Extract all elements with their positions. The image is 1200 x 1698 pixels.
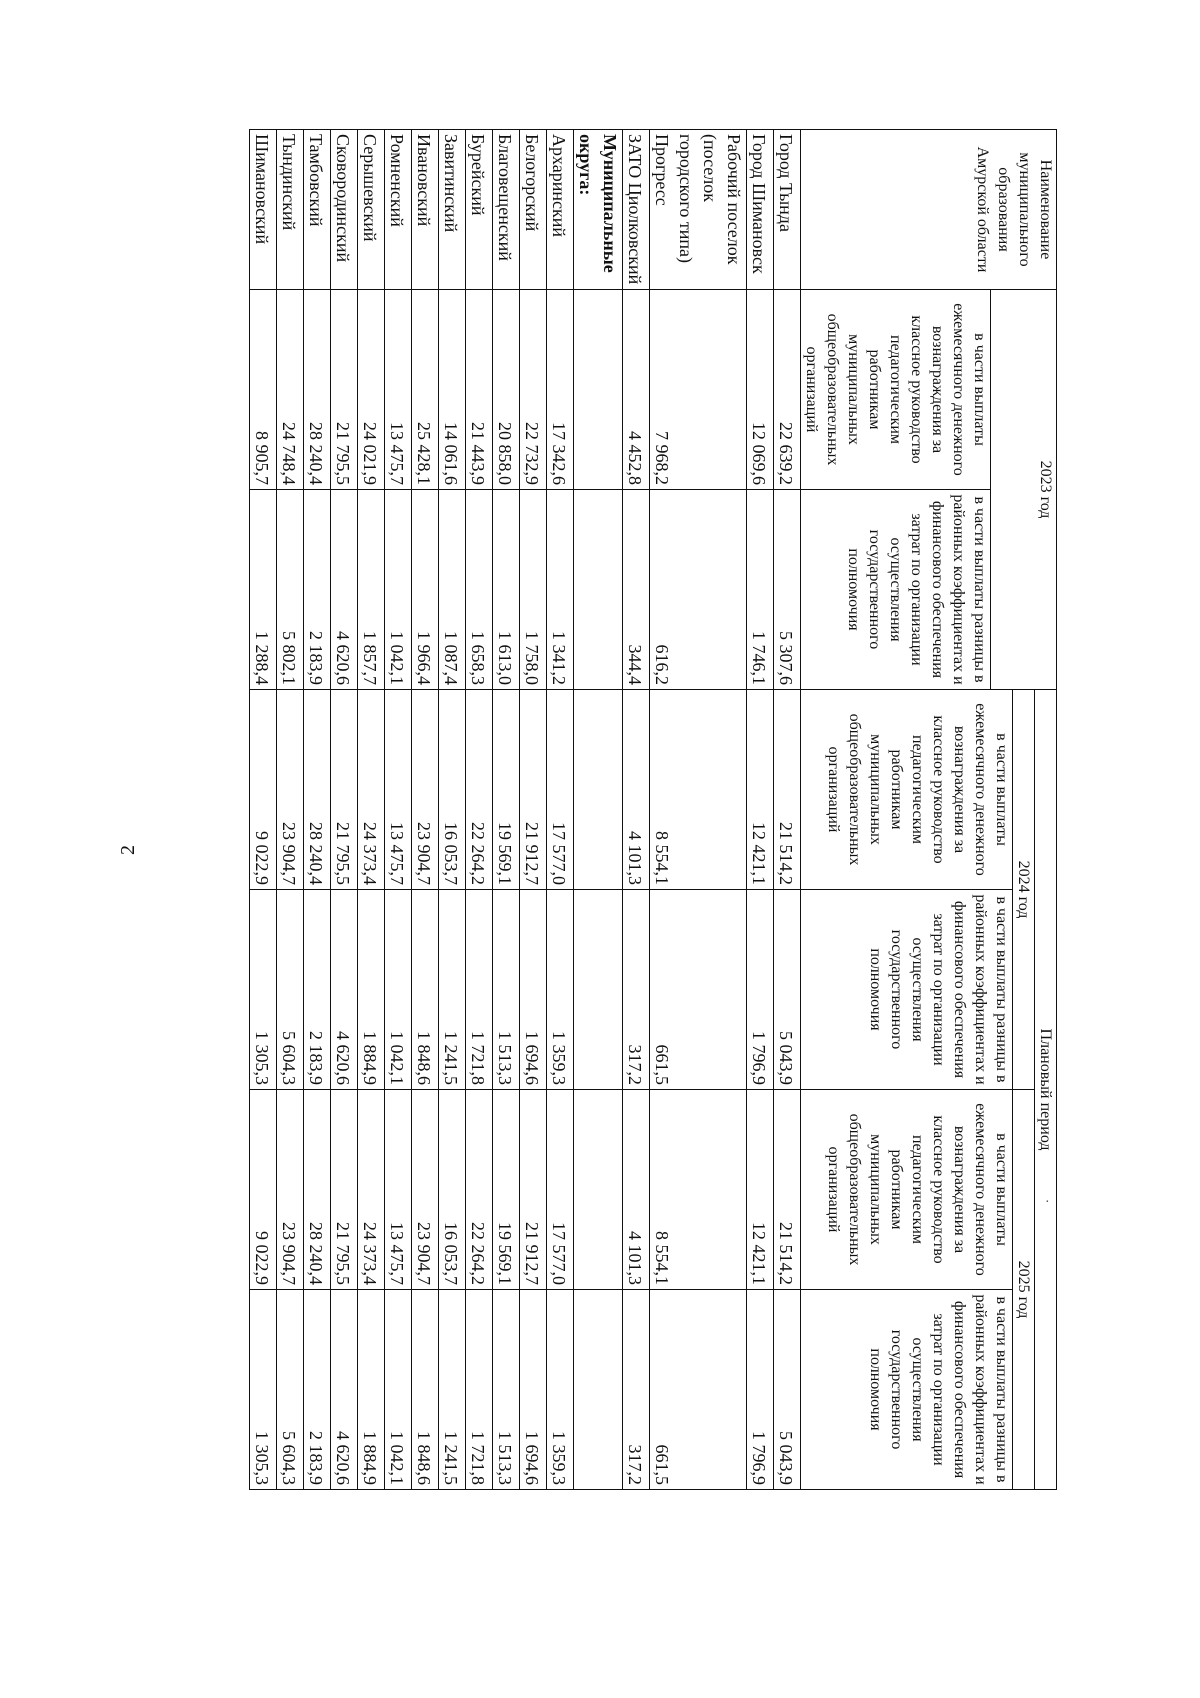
row-name-cell: Сковородинский (331, 130, 358, 290)
row-name-cell: Ивановский (412, 130, 439, 290)
value-cell: 7 968,2 (650, 290, 747, 490)
table-row (358, 130, 385, 1490)
value-cell: 12 421,1 (747, 690, 774, 890)
value-cell: 1 796,9 (747, 1290, 774, 1490)
value-cell: 661,5 (650, 1290, 747, 1490)
value-cell: 23 904,7 (412, 690, 439, 890)
value-cell: 5 043,9 (774, 890, 801, 1090)
row-name-cell: Ромненский (385, 130, 412, 290)
value-cell: 1 966,4 (412, 490, 439, 690)
value-cell: 12 069,6 (747, 290, 774, 490)
row-name-cell: ЗАТО Циолковский (623, 130, 650, 290)
row-name-cell: Белогорский (520, 130, 547, 290)
value-cell: 25 428,1 (412, 290, 439, 490)
value-cell: 1 241,5 (439, 1290, 466, 1490)
value-cell: 13 475,7 (385, 690, 412, 890)
value-cell (574, 1090, 623, 1290)
row-name-cell: Завитинский (439, 130, 466, 290)
value-cell (574, 490, 623, 690)
page-number: 2 (117, 845, 139, 855)
row-name-cell: Бурейский (466, 130, 493, 290)
value-cell: 1 042,1 (385, 890, 412, 1090)
value-cell: 21 795,5 (331, 1090, 358, 1290)
value-cell: 8 554,1 (650, 690, 747, 890)
row-name-cell: Шимановский (250, 130, 277, 290)
value-cell: 1 513,3 (493, 1290, 520, 1490)
header-col-a-2024: в части выплаты ежемесячного денежного вознаграждения за классное руководство педагогическим работникам муниципальных общеобразовательных организаций (801, 690, 1013, 890)
value-cell: 1 884,9 (358, 1290, 385, 1490)
row-name-cell: Серышевский (358, 130, 385, 290)
value-cell: 21 795,5 (331, 690, 358, 890)
header-col-b-2024: в части выплаты разницы в районных коэффициентах и финансового обеспечения затрат по организации осуществления государственного полномочия (801, 890, 1013, 1090)
value-cell: 5 043,9 (774, 1290, 801, 1490)
value-cell: 24 373,4 (358, 1090, 385, 1290)
value-cell: 19 569,1 (493, 1090, 520, 1290)
value-cell: 28 240,4 (304, 1090, 331, 1290)
table-row (623, 130, 650, 1490)
table-row (574, 130, 623, 1490)
value-cell: 24 748,4 (277, 290, 304, 490)
header-col-a-2025: в части выплаты ежемесячного денежного вознаграждения за классное руководство педагогическим работникам муниципальных общеобразовательных организаций (801, 1090, 1013, 1290)
value-cell: 616,2 (650, 490, 747, 690)
table-row (304, 130, 331, 1490)
value-cell: 5 307,6 (774, 490, 801, 690)
stray-mark: · (1045, 1195, 1050, 1210)
value-cell: 4 101,3 (623, 1090, 650, 1290)
value-cell: 2 183,9 (304, 890, 331, 1090)
value-cell: 1 721,8 (466, 1290, 493, 1490)
value-cell: 22 264,2 (466, 1090, 493, 1290)
value-cell: 1 758,0 (520, 490, 547, 690)
value-cell: 21 795,5 (331, 290, 358, 490)
value-cell: 22 732,9 (520, 290, 547, 490)
value-cell: 8 905,7 (250, 290, 277, 490)
table-body (250, 130, 801, 1490)
value-cell: 1 087,4 (439, 490, 466, 690)
header-col-b-2023: в части выплаты разницы в районных коэффициентах и финансового обеспечения затрат по организации осуществления государственного полномочия (801, 490, 991, 690)
value-cell (574, 890, 623, 1090)
value-cell: 317,2 (623, 1290, 650, 1490)
value-cell: 2 183,9 (304, 490, 331, 690)
header-col-b-2025: в части выплаты разницы в районных коэффициентах и финансового обеспечения затрат по организации осуществления государственного полномочия (801, 1290, 1013, 1490)
value-cell: 21 912,7 (520, 690, 547, 890)
table-row (650, 130, 747, 1490)
value-cell: 4 620,6 (331, 1290, 358, 1490)
table-row (747, 130, 774, 1490)
header-planned-period: Плановый период (1035, 690, 1057, 1490)
value-cell: 21 514,2 (774, 690, 801, 890)
table-row (439, 130, 466, 1490)
value-cell: 4 101,3 (623, 690, 650, 890)
value-cell: 23 904,7 (412, 1090, 439, 1290)
value-cell: 1 694,6 (520, 1290, 547, 1490)
row-name-cell: Благовещенский (493, 130, 520, 290)
row-name-cell: Тындинский (277, 130, 304, 290)
value-cell: 17 577,0 (547, 1090, 574, 1290)
value-cell: 22 264,2 (466, 690, 493, 890)
value-cell: 24 373,4 (358, 690, 385, 890)
value-cell: 1 848,6 (412, 1290, 439, 1490)
value-cell: 16 053,7 (439, 1090, 466, 1290)
table-header (801, 130, 1057, 1490)
table-row (385, 130, 412, 1490)
value-cell: 23 904,7 (277, 690, 304, 890)
value-cell: 23 904,7 (277, 1090, 304, 1290)
header-name-column: Наименование муниципального образования Амурской области (801, 130, 1057, 290)
value-cell: 1 359,3 (547, 890, 574, 1090)
value-cell: 661,5 (650, 890, 747, 1090)
value-cell: 344,4 (623, 490, 650, 690)
value-cell: 20 858,0 (493, 290, 520, 490)
value-cell: 8 554,1 (650, 1090, 747, 1290)
value-cell (574, 690, 623, 890)
value-cell: 1 341,2 (547, 490, 574, 690)
value-cell (574, 1290, 623, 1490)
value-cell: 1 042,1 (385, 1290, 412, 1490)
value-cell: 5 604,3 (277, 890, 304, 1090)
value-cell: 28 240,4 (304, 290, 331, 490)
value-cell: 5 802,1 (277, 490, 304, 690)
value-cell: 1 721,8 (466, 890, 493, 1090)
row-name-cell: Муниципальные округа: (574, 130, 623, 290)
value-cell: 1 848,6 (412, 890, 439, 1090)
subvention-table (249, 129, 1057, 1490)
value-cell: 1 857,7 (358, 490, 385, 690)
row-name-cell: Город Тында (774, 130, 801, 290)
row-name-cell: Город Шимановск (747, 130, 774, 290)
value-cell: 1 694,6 (520, 890, 547, 1090)
value-cell: 9 022,9 (250, 1090, 277, 1290)
value-cell: 21 514,2 (774, 1090, 801, 1290)
value-cell: 9 022,9 (250, 690, 277, 890)
value-cell: 1 288,4 (250, 490, 277, 690)
table-row (774, 130, 801, 1490)
value-cell: 1 042,1 (385, 490, 412, 690)
value-cell: 13 475,7 (385, 1090, 412, 1290)
value-cell: 19 569,1 (493, 690, 520, 890)
row-name-cell: Архаринский (547, 130, 574, 290)
table-row (547, 130, 574, 1490)
header-year-2024: 2024 год (1013, 690, 1035, 1090)
value-cell: 1 613,0 (493, 490, 520, 690)
value-cell: 1 241,5 (439, 890, 466, 1090)
value-cell: 1 884,9 (358, 890, 385, 1090)
value-cell: 2 183,9 (304, 1290, 331, 1490)
value-cell: 13 475,7 (385, 290, 412, 490)
value-cell: 17 577,0 (547, 690, 574, 890)
header-year-2023: 2023 год (991, 290, 1057, 690)
table-row (250, 130, 277, 1490)
value-cell: 5 604,3 (277, 1290, 304, 1490)
value-cell: 4 452,8 (623, 290, 650, 490)
row-name-cell: Тамбовский (304, 130, 331, 290)
value-cell: 1 796,9 (747, 890, 774, 1090)
header-col-a-2023: в части выплаты ежемесячного денежного вознаграждения за классное руководство педагогическим работникам муниципальных общеобразовательных организаций (801, 290, 991, 490)
value-cell: 1 658,3 (466, 490, 493, 690)
value-cell: 1 305,3 (250, 1290, 277, 1490)
value-cell: 1 746,1 (747, 490, 774, 690)
table-row (331, 130, 358, 1490)
value-cell: 21 443,9 (466, 290, 493, 490)
value-cell: 16 053,7 (439, 690, 466, 890)
value-cell: 24 021,9 (358, 290, 385, 490)
value-cell: 1 305,3 (250, 890, 277, 1090)
value-cell: 1 359,3 (547, 1290, 574, 1490)
table-row (277, 130, 304, 1490)
value-cell: 4 620,6 (331, 890, 358, 1090)
table-row (466, 130, 493, 1490)
value-cell: 317,2 (623, 890, 650, 1090)
value-cell: 14 061,6 (439, 290, 466, 490)
value-cell (574, 290, 623, 490)
rotated-table-container (187, 129, 1057, 1489)
table-row (520, 130, 547, 1490)
value-cell: 17 342,6 (547, 290, 574, 490)
table-row (412, 130, 439, 1490)
row-name-cell: Рабочий поселок (поселок городского типа) Прогресс (650, 130, 747, 290)
value-cell: 1 513,3 (493, 890, 520, 1090)
value-cell: 4 620,6 (331, 490, 358, 690)
value-cell: 12 421,1 (747, 1090, 774, 1290)
value-cell: 22 639,2 (774, 290, 801, 490)
header-year-2025: 2025 год (1013, 1090, 1035, 1490)
value-cell: 28 240,4 (304, 690, 331, 890)
table-row (493, 130, 520, 1490)
value-cell: 21 912,7 (520, 1090, 547, 1290)
